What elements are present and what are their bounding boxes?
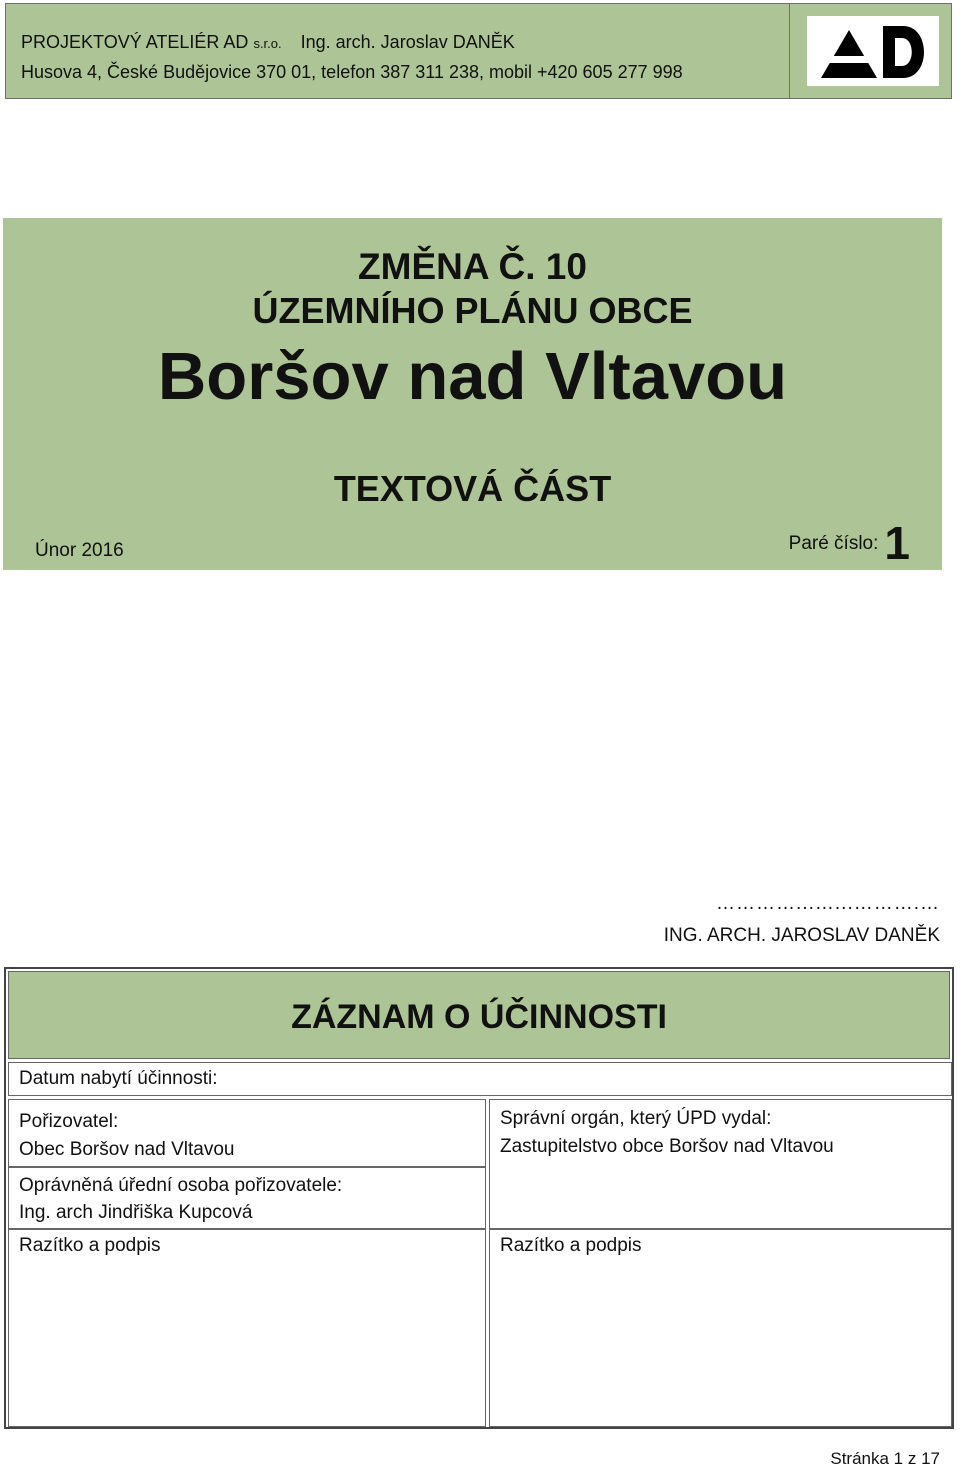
record-title: ZÁZNAM O ÚČINNOSTI <box>291 998 667 1036</box>
letterhead-line-1 <box>21 28 683 58</box>
letterhead <box>5 3 952 99</box>
authority-value: Zastupitelstvo obce Boršov nad Vltavou <box>500 1136 834 1157</box>
company-suffix: s.r.o. <box>253 36 282 51</box>
page-number: Stránka 1 z 17 <box>830 1449 940 1468</box>
copy-number-label: Paré číslo: <box>788 533 879 554</box>
authorized-person-value: Ing. arch Jindřiška Kupcová <box>19 1202 253 1223</box>
signature-name: ING. ARCH. JAROSLAV DANĚK <box>663 925 940 946</box>
procurer-cell <box>8 1099 486 1167</box>
procurer-stamp-label: Razítko a podpis <box>19 1235 161 1256</box>
company-author: Ing. arch. Jaroslav DANĚK <box>300 32 515 52</box>
authority-cell <box>489 1099 952 1229</box>
company-name: PROJEKTOVÝ ATELIÉR AD <box>21 32 249 52</box>
letterhead-divider <box>789 4 790 98</box>
authorized-person-label: Oprávněná úřední osoba pořizovatele: <box>19 1175 343 1196</box>
municipality-title: Boršov nad Vltavou <box>157 339 788 414</box>
procurer-stamp-cell <box>8 1229 486 1427</box>
document-date: Únor 2016 <box>35 540 124 561</box>
copy-number <box>789 516 910 570</box>
procurer-label: Pořizovatel: <box>19 1111 119 1132</box>
authority-label: Správní orgán, který ÚPD vydal: <box>500 1108 772 1129</box>
signature-block <box>664 888 940 952</box>
title-block <box>3 218 942 570</box>
authority-stamp-cell <box>489 1229 952 1427</box>
authority-stamp-label: Razítko a podpis <box>500 1235 642 1256</box>
ad-logo <box>807 16 939 86</box>
company-address: Husova 4, České Budějovice 370 01, telefon 387 311 238, mobil +420 605 277 998 <box>21 62 683 82</box>
plan-title: ÚZEMNÍHO PLÁNU OBCE <box>252 290 693 331</box>
signature-line: …………...…...……….… <box>716 893 940 914</box>
change-number-title: ZMĚNA Č. 10 <box>358 246 587 287</box>
copy-number-value: 1 <box>884 517 910 569</box>
record-header <box>8 971 950 1059</box>
effective-date-row <box>8 1062 952 1096</box>
letterhead-text <box>21 28 683 86</box>
part-title: TEXTOVÁ ČÁST <box>333 468 612 509</box>
effective-date-label: Datum nabytí účinnosti: <box>19 1068 218 1089</box>
effectiveness-record <box>4 967 954 1429</box>
procurer-value: Obec Boršov nad Vltavou <box>19 1139 235 1160</box>
authorized-person-cell <box>8 1167 486 1229</box>
